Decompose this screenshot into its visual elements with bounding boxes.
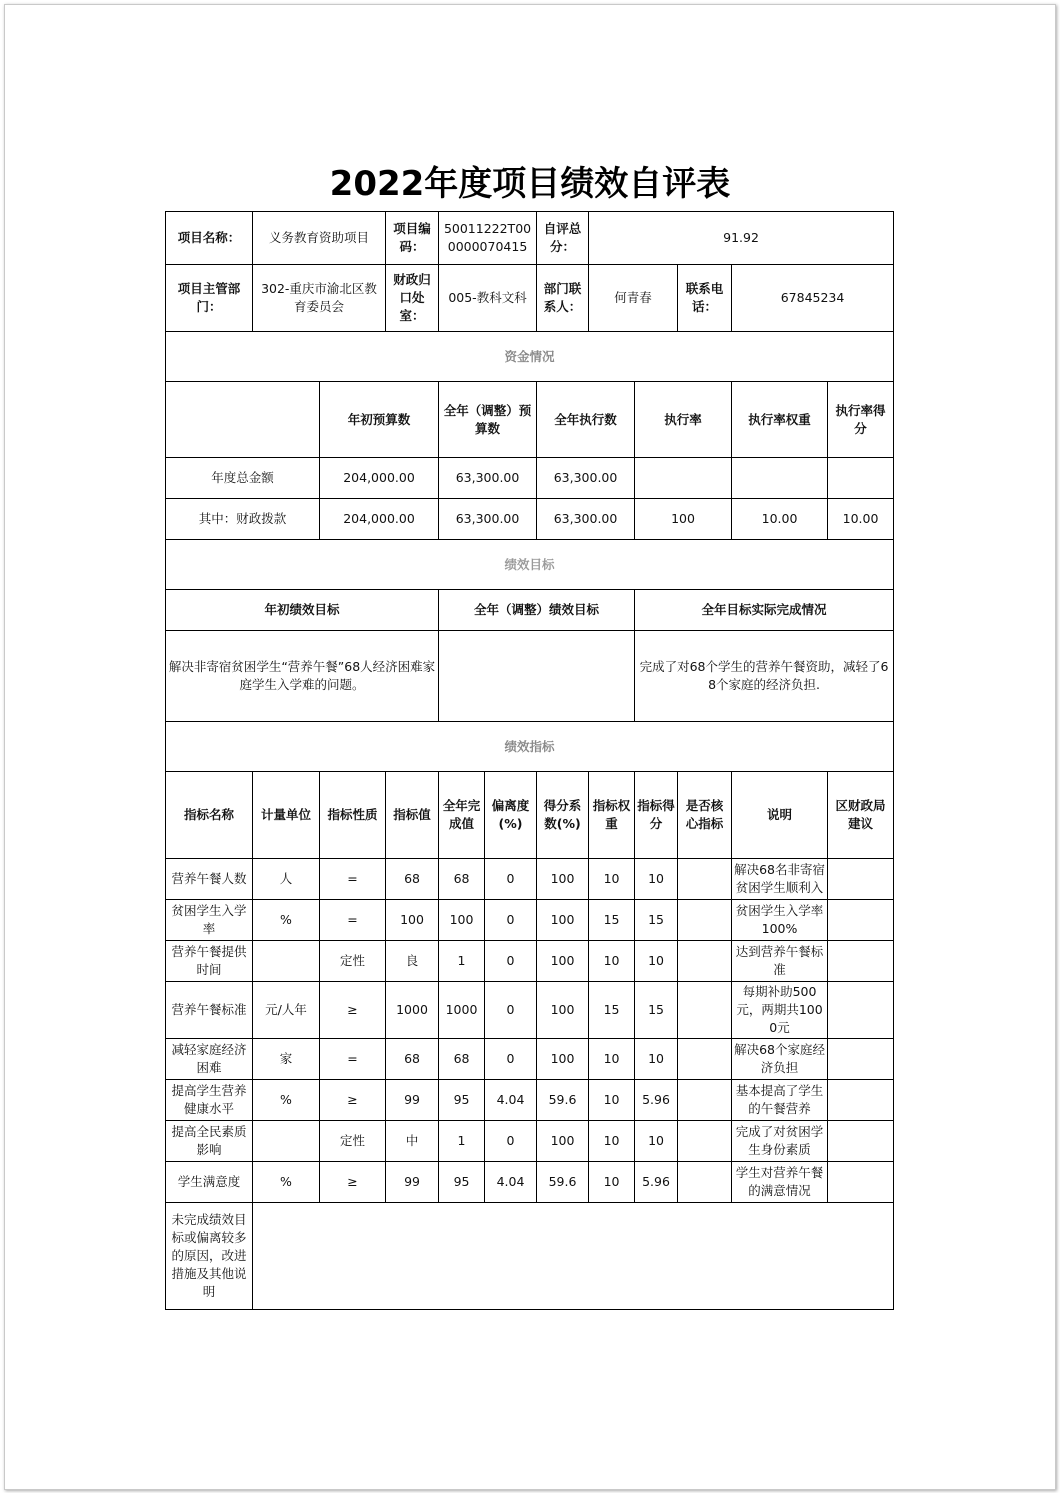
notes-value (253, 1203, 894, 1310)
indicator-cell: 完成了对贫困学生身份素质 (732, 1121, 828, 1162)
funds-cell: 其中：财政拨款 (166, 499, 320, 540)
funds-header-cell (166, 382, 320, 458)
indicator-header-cell: 指标权重 (589, 772, 635, 859)
indicator-cell: 15 (635, 900, 678, 941)
funds-row (166, 458, 894, 499)
indicator-cell: ≥ (320, 1162, 386, 1203)
self-score-label: 自评总分： (537, 212, 589, 265)
indicator-cell: 学生对营养午餐的满意情况 (732, 1162, 828, 1203)
indicator-cell: 5.96 (635, 1162, 678, 1203)
indicator-cell: 定性 (320, 941, 386, 982)
funds-header-row (166, 382, 894, 458)
indicator-row (166, 1162, 894, 1203)
funds-header-cell: 全年（调整）预算数 (439, 382, 537, 458)
indicator-cell: 良 (386, 941, 439, 982)
funds-cell (635, 458, 732, 499)
indicator-rows (166, 859, 894, 1203)
funds-cell: 63,300.00 (537, 499, 635, 540)
indicator-cell: 10 (589, 941, 635, 982)
indicator-cell: 10 (635, 941, 678, 982)
funds-cell: 10.00 (732, 499, 828, 540)
indicator-cell: 10 (589, 859, 635, 900)
indicator-cell: 95 (439, 1080, 485, 1121)
notes-row (166, 1203, 894, 1310)
funds-cell: 63,300.00 (439, 458, 537, 499)
funds-cell: 63,300.00 (439, 499, 537, 540)
indicator-cell: % (253, 1080, 320, 1121)
indicator-cell (678, 859, 732, 900)
funds-header-cell: 执行率得分 (828, 382, 894, 458)
indicator-cell: 59.6 (537, 1162, 589, 1203)
indicator-header-cell: 得分系数(%) (537, 772, 589, 859)
project-code-value: 50011222T000000070415 (439, 212, 537, 265)
indicator-cell: 99 (386, 1162, 439, 1203)
indicator-row (166, 859, 894, 900)
indicator-cell: 68 (439, 1039, 485, 1080)
contact-value: 何青春 (589, 265, 678, 332)
indicator-row (166, 1121, 894, 1162)
indicator-cell (678, 1121, 732, 1162)
indicator-cell: 中 (386, 1121, 439, 1162)
indicator-header-cell: 计量单位 (253, 772, 320, 859)
notes-label: 未完成绩效目标或偏离较多的原因，改进措施及其他说明 (166, 1203, 253, 1310)
funds-cell: 204,000.00 (320, 458, 439, 499)
indicator-cell: 学生满意度 (166, 1162, 253, 1203)
indicator-row (166, 1080, 894, 1121)
indicator-cell: 每期补助500元，两期共1000元 (732, 982, 828, 1039)
indicator-cell: 人 (253, 859, 320, 900)
funds-cell (828, 458, 894, 499)
indicator-cell (828, 1121, 894, 1162)
indicator-row (166, 982, 894, 1039)
indicator-cell: 100 (537, 941, 589, 982)
goal-initial: 解决非寄宿贫困学生“营养午餐”68人经济困难家庭学生入学难的问题。 (166, 631, 439, 722)
funds-header-cell: 年初预算数 (320, 382, 439, 458)
goal-actual: 完成了对68个学生的营养午餐资助，减轻了68个家庭的经济负担. (635, 631, 894, 722)
indicator-header-cell: 指标得分 (635, 772, 678, 859)
indicator-cell: 5.96 (635, 1080, 678, 1121)
indicator-cell: 定性 (320, 1121, 386, 1162)
funds-header-cell: 执行率权重 (732, 382, 828, 458)
indicator-cell: 68 (386, 1039, 439, 1080)
indicator-row (166, 1039, 894, 1080)
indicator-cell: 10 (589, 1080, 635, 1121)
indicator-cell: 1 (439, 1121, 485, 1162)
indicator-cell: 贫困学生入学率100% (732, 900, 828, 941)
phone-label: 联系电话： (678, 265, 732, 332)
indicator-cell: 解决68个家庭经济负担 (732, 1039, 828, 1080)
indicator-cell: 1 (439, 941, 485, 982)
goals-header-initial: 年初绩效目标 (166, 590, 439, 631)
indicator-cell: 100 (537, 982, 589, 1039)
indicator-cell (678, 982, 732, 1039)
indicator-cell: 家 (253, 1039, 320, 1080)
indicator-cell: 100 (537, 859, 589, 900)
self-score-value: 91.92 (589, 212, 894, 265)
funds-cell: 年度总金额 (166, 458, 320, 499)
indicator-row (166, 941, 894, 982)
indicator-cell: 达到营养午餐标准 (732, 941, 828, 982)
project-info-row-1 (166, 212, 894, 265)
indicator-cell: 提高学生营养健康水平 (166, 1080, 253, 1121)
indicator-cell: 68 (439, 859, 485, 900)
funds-header-cell: 执行率 (635, 382, 732, 458)
indicator-cell: 营养午餐提供时间 (166, 941, 253, 982)
indicator-cell (678, 1080, 732, 1121)
indicator-cell: 1000 (439, 982, 485, 1039)
indicator-cell: 1000 (386, 982, 439, 1039)
indicator-cell: 4.04 (485, 1162, 537, 1203)
indicator-cell: 解决68名非寄宿贫困学生顺利入 (732, 859, 828, 900)
project-name-label: 项目名称： (166, 212, 253, 265)
funds-cell (732, 458, 828, 499)
goals-section-title: 绩效目标 (166, 540, 894, 590)
indicator-cell (678, 941, 732, 982)
indicator-cell (828, 859, 894, 900)
indicator-cell (828, 1080, 894, 1121)
evaluation-table (165, 211, 894, 1310)
indicator-cell: 10 (589, 1162, 635, 1203)
indicators-header-row (166, 772, 894, 859)
indicator-cell (678, 1162, 732, 1203)
funds-cell: 10.00 (828, 499, 894, 540)
indicator-header-cell: 区财政局建议 (828, 772, 894, 859)
indicator-cell (828, 1039, 894, 1080)
project-name-value: 义务教育资助项目 (253, 212, 386, 265)
indicator-cell (828, 900, 894, 941)
indicator-cell: = (320, 1039, 386, 1080)
indicator-cell (678, 1039, 732, 1080)
indicator-cell: ≥ (320, 982, 386, 1039)
funds-cell: 100 (635, 499, 732, 540)
indicator-cell: 0 (485, 859, 537, 900)
indicator-cell (253, 1121, 320, 1162)
indicator-cell: 0 (485, 941, 537, 982)
indicator-cell: 基本提高了学生的午餐营养 (732, 1080, 828, 1121)
project-info-row-2 (166, 265, 894, 332)
indicator-cell: % (253, 1162, 320, 1203)
indicator-cell: = (320, 859, 386, 900)
phone-value: 67845234 (732, 265, 894, 332)
indicator-cell: 95 (439, 1162, 485, 1203)
indicator-cell: 10 (635, 859, 678, 900)
indicator-cell (828, 982, 894, 1039)
indicator-cell: ≥ (320, 1080, 386, 1121)
indicator-cell: 0 (485, 982, 537, 1039)
goals-header-actual: 全年目标实际完成情况 (635, 590, 894, 631)
indicator-cell (828, 1162, 894, 1203)
indicator-cell: 68 (386, 859, 439, 900)
indicator-cell: 100 (386, 900, 439, 941)
indicator-cell: 4.04 (485, 1080, 537, 1121)
indicator-cell: 贫困学生入学率 (166, 900, 253, 941)
indicator-cell: % (253, 900, 320, 941)
indicator-cell: = (320, 900, 386, 941)
funds-cell: 63,300.00 (537, 458, 635, 499)
project-code-label: 项目编码： (386, 212, 439, 265)
office-value: 005-教科文科 (439, 265, 537, 332)
indicator-row (166, 900, 894, 941)
goals-header-adjusted: 全年（调整）绩效目标 (439, 590, 635, 631)
indicator-cell (828, 941, 894, 982)
indicators-section-title: 绩效指标 (166, 722, 894, 772)
funds-section-title: 资金情况 (166, 332, 894, 382)
indicator-cell: 10 (589, 1039, 635, 1080)
indicator-header-cell: 是否核心指标 (678, 772, 732, 859)
indicator-header-cell: 指标名称 (166, 772, 253, 859)
goal-adjusted (439, 631, 635, 722)
indicator-header-cell: 全年完成值 (439, 772, 485, 859)
indicator-cell (678, 900, 732, 941)
indicator-cell: 100 (439, 900, 485, 941)
goals-row (166, 631, 894, 722)
indicator-header-cell: 偏离度(%) (485, 772, 537, 859)
indicator-cell: 减轻家庭经济困难 (166, 1039, 253, 1080)
indicator-cell: 10 (635, 1121, 678, 1162)
indicator-cell: 营养午餐人数 (166, 859, 253, 900)
indicator-cell: 100 (537, 1121, 589, 1162)
office-label: 财政归口处室： (386, 265, 439, 332)
page-title: 2022年度项目绩效自评表 (329, 164, 731, 204)
indicator-cell: 提高全民素质影响 (166, 1121, 253, 1162)
indicator-cell: 0 (485, 1121, 537, 1162)
indicator-cell: 营养午餐标准 (166, 982, 253, 1039)
indicator-cell: 15 (589, 982, 635, 1039)
indicator-cell: 0 (485, 1039, 537, 1080)
indicator-cell: 59.6 (537, 1080, 589, 1121)
dept-label: 项目主管部门： (166, 265, 253, 332)
indicator-cell: 10 (635, 1039, 678, 1080)
indicator-header-cell: 指标值 (386, 772, 439, 859)
goals-header-row (166, 590, 894, 631)
indicator-cell: 10 (589, 1121, 635, 1162)
indicator-cell: 100 (537, 900, 589, 941)
indicator-cell (253, 941, 320, 982)
contact-label: 部门联系人： (537, 265, 589, 332)
funds-header-cell: 全年执行数 (537, 382, 635, 458)
indicator-cell: 15 (589, 900, 635, 941)
dept-value: 302-重庆市渝北区教育委员会 (253, 265, 386, 332)
funds-cell: 204,000.00 (320, 499, 439, 540)
indicator-cell: 0 (485, 900, 537, 941)
indicator-cell: 元/人年 (253, 982, 320, 1039)
indicator-header-cell: 说明 (732, 772, 828, 859)
indicator-cell: 99 (386, 1080, 439, 1121)
indicator-cell: 15 (635, 982, 678, 1039)
indicator-header-cell: 指标性质 (320, 772, 386, 859)
indicator-cell: 100 (537, 1039, 589, 1080)
funds-row (166, 499, 894, 540)
